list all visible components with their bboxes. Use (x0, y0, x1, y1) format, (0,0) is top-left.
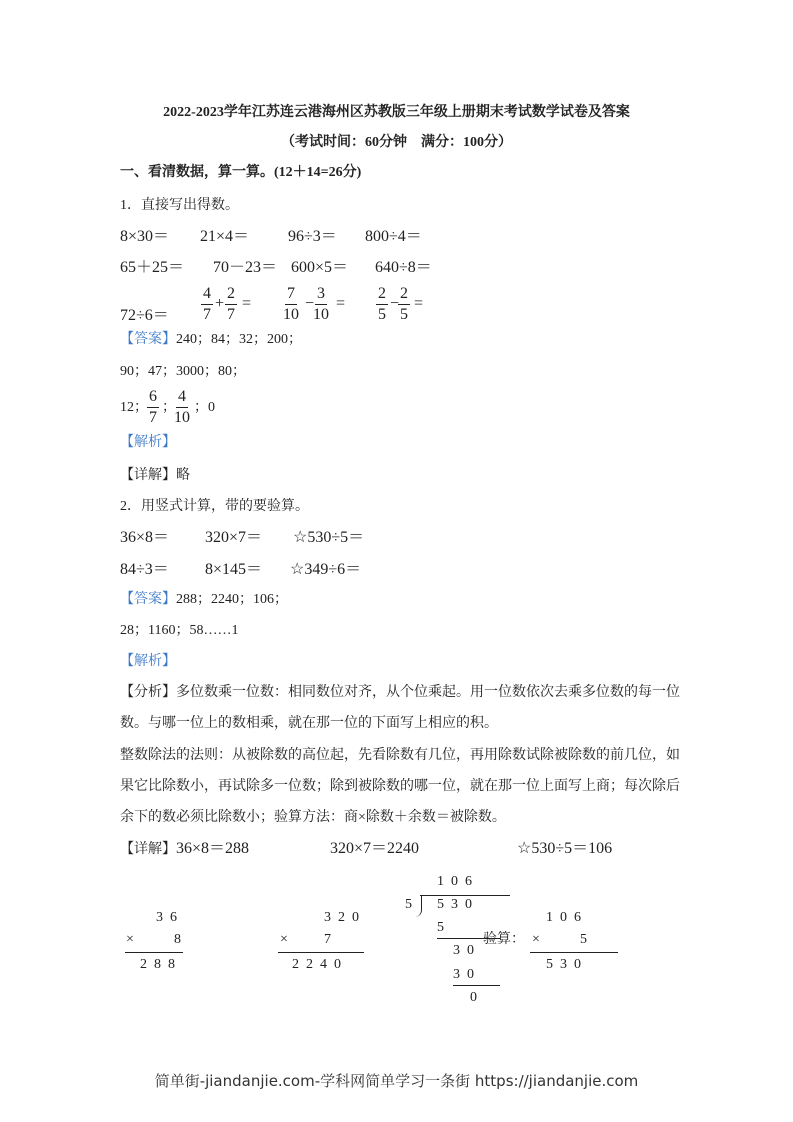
fraction (201, 284, 213, 325)
operator: − (390, 295, 400, 312)
q2-item: 36×8＝ (120, 529, 170, 546)
answer-label: 【答案】 (120, 592, 176, 607)
fraction (398, 284, 410, 325)
quotient: 106 (437, 874, 479, 889)
fraction (147, 387, 159, 428)
analysis-label: 【解析】 (120, 435, 176, 450)
q2-answer-line2: 28；1160；58……1 (120, 623, 239, 638)
divider-line (278, 952, 364, 953)
dividend: 530 (437, 897, 479, 912)
denominator: 7 (203, 306, 211, 323)
q1-item: 21×4＝ (200, 228, 250, 245)
numerator: 7 (285, 284, 297, 305)
subtrahend: 5 (437, 920, 444, 935)
fraction (313, 284, 329, 325)
vertical-result: 2240 (292, 957, 348, 972)
q1-item: 72÷6＝ (120, 307, 169, 324)
subtitle: （考试时间：60分钟 满分：100分） (281, 135, 512, 150)
answer-text: 12； (120, 400, 148, 415)
detail-item: ☆530÷5＝106 (517, 840, 613, 857)
analysis-label: 【解析】 (120, 654, 176, 669)
q2-item: 8×145＝ (205, 561, 263, 578)
q1-item: 800÷4＝ (365, 228, 422, 245)
numerator: 2 (376, 284, 388, 305)
answer-text: 240；84；32；200； (176, 332, 302, 347)
answer-text: ；0 (194, 400, 215, 415)
remainder: 30 (453, 943, 481, 958)
q1-answer-line2: 90；47；3000；80； (120, 364, 246, 379)
multiply-sign: × (126, 932, 134, 947)
numerator: 4 (176, 387, 188, 408)
analysis-line: 余下的数必须比除数小；验算方法：商×除数＋余数＝被除数。 (120, 810, 506, 825)
q2-answer (120, 591, 288, 609)
denominator: 10 (174, 409, 190, 426)
denominator: 10 (283, 306, 299, 323)
vertical-top: 106 (546, 910, 588, 925)
q2-item: 84÷3＝ (120, 561, 169, 578)
denominator: 10 (313, 306, 329, 323)
vertical-result: 530 (546, 957, 588, 972)
vertical-top: 36 (156, 910, 184, 925)
denominator: 7 (149, 409, 157, 426)
fraction (376, 284, 388, 325)
check-label: 验算： (483, 932, 525, 947)
footer-watermark: 简单街-jiandanjie.com-学科网简单学习一条街 https://jiandanjie.com (154, 1072, 639, 1090)
detail-label: 【详解】 (120, 842, 176, 857)
denominator: 5 (400, 306, 408, 323)
divider-line (453, 985, 500, 986)
equals: = (336, 295, 346, 312)
q1-item: 600×5＝ (291, 259, 349, 276)
numerator: 6 (147, 387, 159, 408)
q1-item: 8×30＝ (120, 228, 170, 245)
separator: ； (162, 400, 176, 415)
q1-detail: 【详解】略 (120, 468, 190, 483)
numerator: 4 (201, 284, 213, 305)
operator: + (215, 295, 225, 312)
fraction (283, 284, 299, 325)
numerator: 2 (225, 284, 237, 305)
section-heading: 一、看清数据，算一算。(12＋14=26分) (120, 165, 362, 180)
vertical-result: 288 (140, 957, 182, 972)
q2-item: ☆349÷6＝ (290, 561, 362, 578)
divisor: 5 (405, 897, 412, 912)
q2-item: ☆530÷5＝ (293, 529, 365, 546)
q2-item: 320×7＝ (205, 529, 263, 546)
equals: = (414, 295, 424, 312)
q1-prompt: 1．直接写出得数。 (120, 198, 239, 213)
denominator: 7 (227, 306, 235, 323)
denominator: 5 (378, 306, 386, 323)
equals: = (242, 295, 252, 312)
analysis-line: 【分析】多位数乘一位数：相同数位对齐，从个位乘起。用一位数依次去乘多位数的每一位 (120, 685, 680, 700)
q1-item: 65＋25＝ (120, 259, 185, 276)
divider-line (530, 952, 618, 953)
numerator: 2 (398, 284, 410, 305)
vertical-bottom: 7 (324, 932, 331, 947)
remainder: 0 (470, 990, 477, 1005)
vertical-bottom: 8 (174, 932, 181, 947)
subtrahend: 30 (453, 967, 481, 982)
q1-item: 640÷8＝ (375, 259, 432, 276)
detail-item: 320×7＝2240 (330, 840, 420, 857)
q2-prompt: 2．用竖式计算，带的要验算。 (120, 499, 309, 514)
q1-item: 70－23＝ (213, 259, 278, 276)
q1-item: 96÷3＝ (288, 228, 337, 245)
vertical-bottom: 5 (580, 932, 587, 947)
detail-item: 36×8＝288 (176, 840, 250, 857)
analysis-line: 果它比除数小，再试除多一位数；除到被除数的哪一位，就在那一位上面写上商；每次除后 (120, 779, 680, 794)
fraction (225, 284, 237, 325)
division-bracket (415, 895, 422, 917)
vertical-top: 320 (324, 910, 366, 925)
q1-answer (120, 331, 302, 349)
answer-label: 【答案】 (120, 332, 176, 347)
numerator: 3 (315, 284, 327, 305)
title: 2022-2023学年江苏连云港海州区苏教版三年级上册期末考试数学试卷及答案 (163, 105, 630, 120)
analysis-line: 整数除法的法则：从被除数的高位起，先看除数有几位，再用除数试除被除数的前几位，如 (120, 748, 680, 763)
divider-line (125, 952, 183, 953)
operator: − (305, 295, 315, 312)
multiply-sign: × (532, 932, 540, 947)
multiply-sign: × (280, 932, 288, 947)
analysis-line: 数。与哪一位上的数相乘，就在那一位的下面写上相应的积。 (120, 716, 498, 731)
fraction (174, 387, 190, 428)
answer-text: 288；2240；106； (176, 592, 288, 607)
